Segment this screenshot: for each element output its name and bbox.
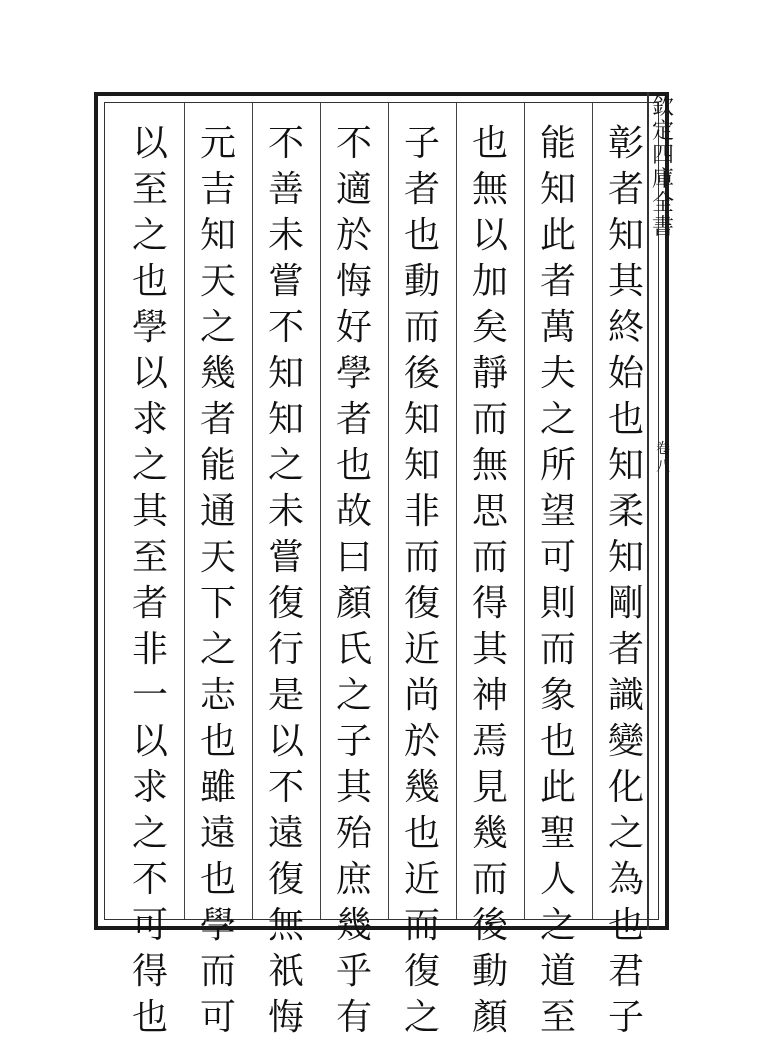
character: 之 — [267, 445, 304, 486]
character: 子 — [607, 997, 644, 1038]
character: 之 — [131, 445, 168, 486]
character: 一 — [131, 675, 168, 716]
text-column — [529, 121, 587, 1041]
character: 萬 — [539, 307, 576, 348]
character: 元 — [199, 123, 236, 164]
character: 復 — [267, 859, 304, 900]
text-block — [104, 102, 659, 1038]
character: 可 — [199, 997, 236, 1038]
character: 識 — [607, 675, 644, 716]
character: 未 — [267, 215, 304, 256]
character: 而 — [403, 537, 440, 578]
character: 者 — [607, 629, 644, 670]
margin-divider — [647, 92, 649, 930]
character: 非 — [131, 629, 168, 670]
text-column — [325, 121, 383, 1041]
column-rule — [184, 103, 185, 919]
margin-character: 庫 — [651, 167, 674, 192]
character: 天 — [199, 261, 236, 302]
character: 於 — [403, 721, 440, 762]
character: 幾 — [471, 813, 508, 854]
character: 不 — [131, 859, 168, 900]
character: 知 — [199, 215, 236, 256]
character: 近 — [403, 859, 440, 900]
character: 始 — [607, 353, 644, 394]
margin-chapter — [653, 440, 673, 476]
character: 聖 — [539, 813, 576, 854]
character: 幾 — [199, 353, 236, 394]
character: 而 — [471, 537, 508, 578]
character: 為 — [607, 859, 644, 900]
character: 夫 — [539, 353, 576, 394]
character: 之 — [539, 399, 576, 440]
character: 適 — [335, 169, 372, 210]
character: 望 — [539, 491, 576, 532]
character: 也 — [539, 721, 576, 762]
character: 後 — [403, 353, 440, 394]
text-column — [121, 121, 179, 1041]
character: 此 — [539, 767, 576, 808]
character: 有 — [335, 997, 372, 1038]
character: 復 — [403, 951, 440, 992]
character: 非 — [403, 491, 440, 532]
character: 是 — [267, 675, 304, 716]
chapter-character: 八 — [656, 459, 670, 475]
character: 矣 — [471, 307, 508, 348]
character: 以 — [471, 215, 508, 256]
column-rule — [456, 103, 457, 919]
column-rule — [252, 103, 253, 919]
character: 以 — [131, 353, 168, 394]
character: 悔 — [267, 997, 304, 1038]
character: 者 — [131, 583, 168, 624]
character: 雖 — [199, 767, 236, 808]
character: 至 — [539, 997, 576, 1038]
character: 則 — [539, 583, 576, 624]
character: 知 — [539, 169, 576, 210]
character: 也 — [199, 721, 236, 762]
character: 加 — [471, 261, 508, 302]
character: 知 — [267, 399, 304, 440]
character: 之 — [335, 675, 372, 716]
character: 嘗 — [267, 261, 304, 302]
character: 悔 — [335, 261, 372, 302]
character: 彰 — [607, 123, 644, 164]
character: 君 — [607, 951, 644, 992]
character: 未 — [267, 491, 304, 532]
character: 之 — [403, 997, 440, 1038]
character: 近 — [403, 629, 440, 670]
character: 能 — [539, 123, 576, 164]
character: 氏 — [335, 629, 372, 670]
page-frame — [94, 92, 669, 1038]
character: 以 — [131, 721, 168, 762]
character: 殆 — [335, 813, 372, 854]
column-rule — [524, 103, 525, 919]
character: 祇 — [267, 951, 304, 992]
character: 可 — [539, 537, 576, 578]
character: 得 — [471, 583, 508, 624]
character: 象 — [539, 675, 576, 716]
character: 志 — [199, 675, 236, 716]
character: 者 — [539, 261, 576, 302]
margin-title — [651, 96, 675, 240]
character: 也 — [607, 905, 644, 946]
text-column — [189, 121, 247, 1041]
character: 而 — [403, 905, 440, 946]
character: 不 — [335, 123, 372, 164]
character: 以 — [131, 123, 168, 164]
character: 而 — [199, 951, 236, 992]
character: 吉 — [199, 169, 236, 210]
chapter-character: 卷 — [656, 441, 670, 457]
character: 終 — [607, 307, 644, 348]
character: 見 — [471, 767, 508, 808]
character: 學 — [199, 905, 236, 946]
character: 其 — [131, 491, 168, 532]
character: 於 — [335, 215, 372, 256]
character: 後 — [471, 905, 508, 946]
character: 者 — [403, 169, 440, 210]
character: 柔 — [607, 491, 644, 532]
column-rule — [320, 103, 321, 919]
character: 知 — [607, 537, 644, 578]
character: 其 — [607, 261, 644, 302]
character: 遠 — [267, 813, 304, 854]
text-column — [393, 121, 451, 1041]
character: 至 — [131, 537, 168, 578]
character: 思 — [471, 491, 508, 532]
character: 無 — [471, 445, 508, 486]
character: 學 — [335, 353, 372, 394]
character: 神 — [471, 675, 508, 716]
character: 也 — [403, 813, 440, 854]
character: 其 — [335, 767, 372, 808]
character: 知 — [403, 399, 440, 440]
character: 也 — [335, 445, 372, 486]
character: 不 — [267, 123, 304, 164]
character: 不 — [267, 767, 304, 808]
character: 所 — [539, 445, 576, 486]
character: 顏 — [471, 997, 508, 1038]
character: 幾 — [335, 905, 372, 946]
margin-character: 欽 — [651, 95, 674, 120]
character: 靜 — [471, 353, 508, 394]
character: 能 — [199, 445, 236, 486]
margin-character: 全 — [651, 191, 674, 216]
character: 天 — [199, 537, 236, 578]
character: 知 — [607, 445, 644, 486]
character: 顏 — [335, 583, 372, 624]
character: 也 — [131, 261, 168, 302]
character: 而 — [403, 307, 440, 348]
character: 者 — [607, 169, 644, 210]
character: 之 — [131, 813, 168, 854]
column-rule — [388, 103, 389, 919]
character: 之 — [607, 813, 644, 854]
character: 之 — [539, 905, 576, 946]
character: 也 — [607, 399, 644, 440]
character: 動 — [471, 951, 508, 992]
character: 行 — [267, 629, 304, 670]
character: 動 — [403, 261, 440, 302]
character: 求 — [131, 399, 168, 440]
character: 也 — [403, 215, 440, 256]
character: 尚 — [403, 675, 440, 716]
character: 而 — [471, 399, 508, 440]
character: 之 — [199, 307, 236, 348]
character: 其 — [471, 629, 508, 670]
character: 學 — [131, 307, 168, 348]
character: 化 — [607, 767, 644, 808]
character: 知 — [607, 215, 644, 256]
character: 之 — [131, 215, 168, 256]
character: 者 — [199, 399, 236, 440]
character: 也 — [199, 859, 236, 900]
character: 而 — [471, 859, 508, 900]
character: 不 — [267, 307, 304, 348]
character: 人 — [539, 859, 576, 900]
character: 而 — [539, 629, 576, 670]
character: 好 — [335, 307, 372, 348]
character: 剛 — [607, 583, 644, 624]
character: 可 — [131, 905, 168, 946]
character: 庶 — [335, 859, 372, 900]
character: 知 — [267, 353, 304, 394]
character: 變 — [607, 721, 644, 762]
margin-character: 定 — [651, 119, 674, 144]
character: 無 — [267, 905, 304, 946]
margin-character: 四 — [651, 143, 674, 168]
character: 下 — [199, 583, 236, 624]
column-rule — [592, 103, 593, 919]
character: 嘗 — [267, 537, 304, 578]
margin-character: 書 — [651, 215, 674, 240]
character: 無 — [471, 169, 508, 210]
text-column — [461, 121, 519, 1041]
character: 子 — [403, 123, 440, 164]
character: 道 — [539, 951, 576, 992]
character: 幾 — [403, 767, 440, 808]
character: 曰 — [335, 537, 372, 578]
character: 者 — [335, 399, 372, 440]
character: 通 — [199, 491, 236, 532]
character: 也 — [471, 123, 508, 164]
character: 求 — [131, 767, 168, 808]
character: 至 — [131, 169, 168, 210]
character: 以 — [267, 721, 304, 762]
character: 也 — [131, 997, 168, 1038]
character: 乎 — [335, 951, 372, 992]
character: 焉 — [471, 721, 508, 762]
character: 復 — [267, 583, 304, 624]
character: 故 — [335, 491, 372, 532]
character: 遠 — [199, 813, 236, 854]
text-column — [257, 121, 315, 1041]
character: 知 — [403, 445, 440, 486]
character: 之 — [199, 629, 236, 670]
character: 得 — [131, 951, 168, 992]
character: 復 — [403, 583, 440, 624]
character: 善 — [267, 169, 304, 210]
character: 子 — [335, 721, 372, 762]
character: 此 — [539, 215, 576, 256]
